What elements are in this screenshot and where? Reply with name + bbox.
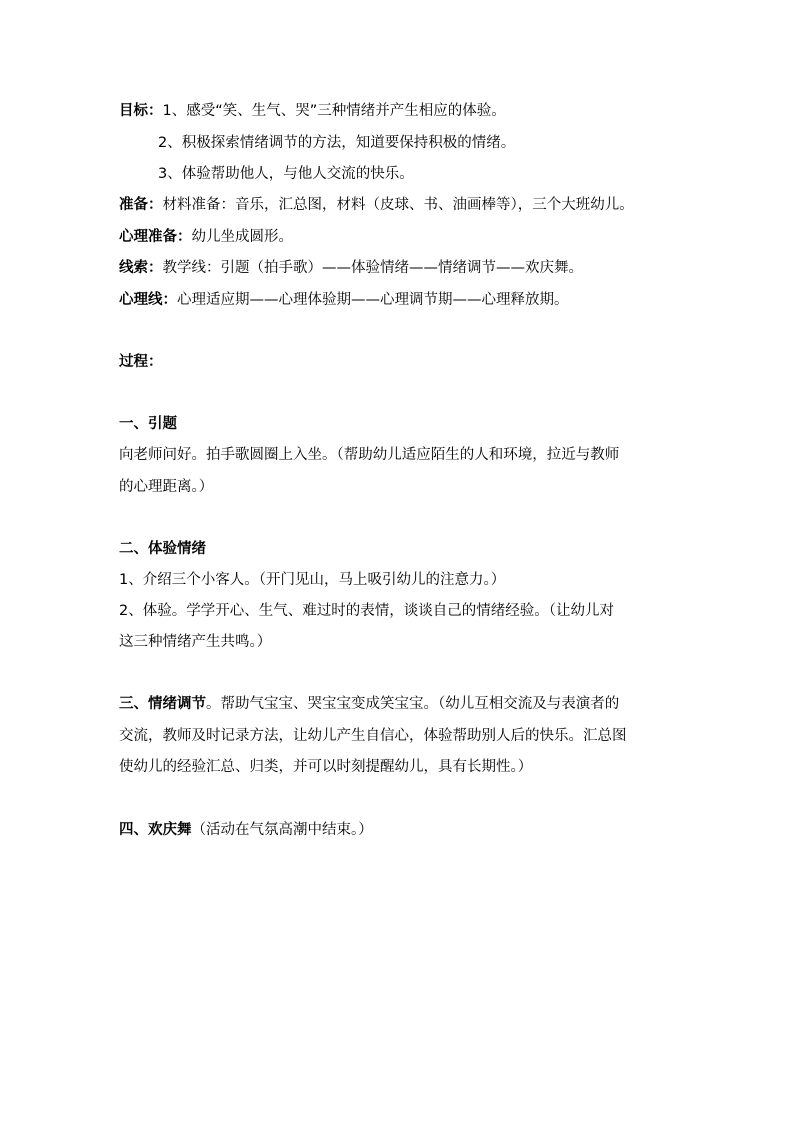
psych-line xyxy=(119,290,569,310)
section-2-line-3: 这三种情绪产生共鸣。） xyxy=(119,634,272,650)
goals-line-1 xyxy=(119,101,506,121)
goal-item-1: 1、感受“笑、生气、哭”三种情绪并产生相应的体验。 xyxy=(162,103,506,119)
clues-text: 教学线：引题（拍手歌）——体验情绪——情绪调节——欢庆舞。 xyxy=(162,260,583,276)
process-heading: 过程： xyxy=(119,354,163,370)
prep-line xyxy=(119,195,634,215)
section-1-line-2: 的心理距离。） xyxy=(119,479,214,495)
prep-text: 材料准备：音乐，汇总图，材料（皮球、书、油画棒等），三个大班幼儿。 xyxy=(162,197,634,213)
section-2-line-2: 2、体验。学学开心、生气、难过时的表情，谈谈自己的情绪经验。（让幼儿对 xyxy=(119,603,614,619)
section-2-line-1: 1、介绍三个小客人。（开门见山，马上吸引幼儿的注意力。） xyxy=(119,572,506,588)
clues-line xyxy=(119,258,583,278)
section-4-line xyxy=(119,820,373,840)
psych-prep-text: 幼儿坐成圆形。 xyxy=(191,229,293,245)
goal-item-2: 2、积极探索情绪调节的方法，知道要保持积极的情绪。 xyxy=(158,135,516,151)
section-4-heading: 四、欢庆舞 xyxy=(119,822,192,838)
section-3-line-2: 交流，教师及时记录方法，让幼儿产生自信心，体验帮助别人后的快乐。汇总图 xyxy=(119,728,627,744)
psych-prep-label: 心理准备： xyxy=(119,229,192,245)
psych-prep-line xyxy=(119,227,293,247)
section-3-line-3: 使幼儿的经验汇总、归类，并可以时刻提醒幼儿，具有长期性。） xyxy=(119,759,533,775)
section-2-heading: 二、体验情绪 xyxy=(119,541,206,557)
section-4-text: （活动在气氛高潮中结束。） xyxy=(191,822,373,838)
section-3-line-1-text: 。帮助气宝宝、哭宝宝变成笑宝宝。（幼儿互相交流及与表演者的 xyxy=(206,696,620,712)
section-3-heading: 三、情绪调节 xyxy=(119,696,206,712)
prep-label: 准备： xyxy=(119,197,163,213)
clues-label: 线索： xyxy=(119,260,163,276)
section-3-line-1 xyxy=(119,694,619,714)
psych-line-text: 心理适应期——心理体验期——心理调节期——心理释放期。 xyxy=(177,292,569,308)
goals-label: 目标： xyxy=(119,103,163,119)
goal-item-3: 3、体验帮助他人，与他人交流的快乐。 xyxy=(158,166,414,182)
psych-line-label: 心理线： xyxy=(119,292,177,308)
section-1-heading: 一、引题 xyxy=(119,416,177,432)
section-1-line-1: 向老师问好。拍手歌圆圈上入坐。（帮助幼儿适应陌生的人和环境，拉近与教师 xyxy=(119,447,620,463)
